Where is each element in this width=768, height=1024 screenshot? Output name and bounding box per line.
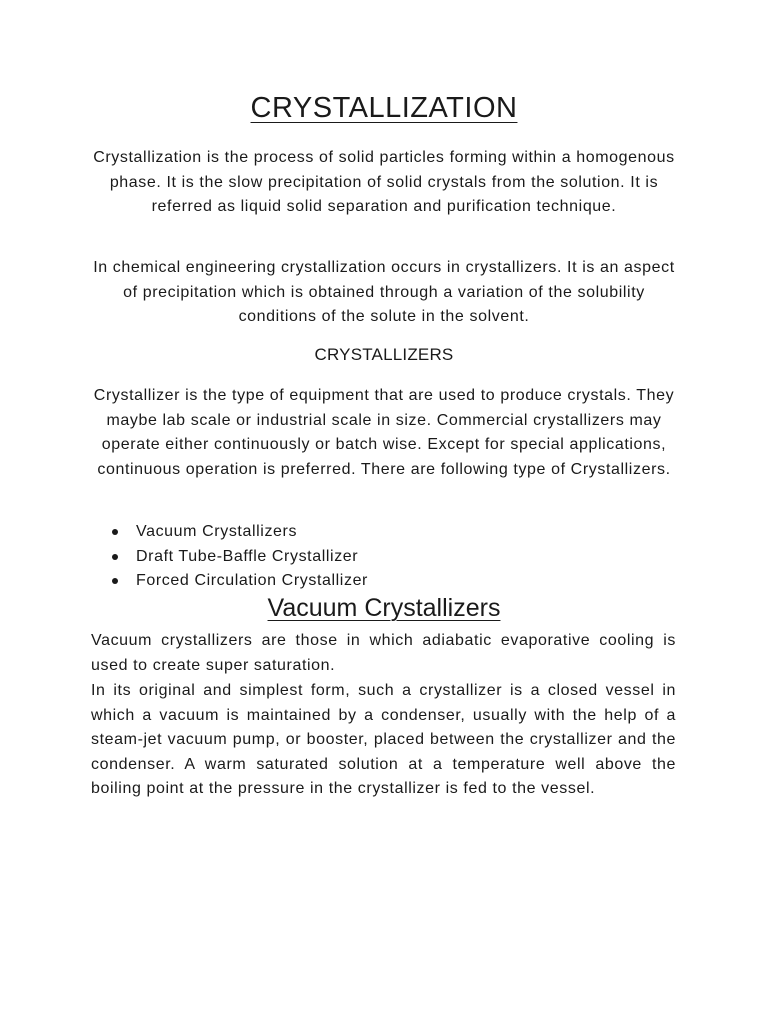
bullet-icon [112,554,118,560]
intro-paragraph: In chemical engineering crystallization occurs in crystallizers. It is an aspect of precipitation which is obtained through a variation of the solubility conditions of the solute in the solvent. [93,259,675,325]
bullet-icon [112,529,118,535]
vacuum-paragraph: In its original and simplest form, such a crystallizer is a closed vessel in which a vacuum is maintained by a condenser, usually with the help of a steam-jet vacuum pump, or booster, placed between the crystallizer and the condenser. A warm saturated solution at a temperature well above the boiling point at the pressure in the crystallizer is fed to the vessel. [91,682,676,797]
list-item [108,520,368,545]
list-item-label: Draft Tube-Baffle Crystallizer [136,547,359,565]
list-item-label: Forced Circulation Crystallizer [136,572,368,589]
vacuum-paragraph: Vacuum crystallizers are those in which adiabatic evaporative cooling is used to create super saturation. [91,632,676,674]
intro-paragraph: Crystallization is the process of solid particles forming within a homogenous phase. It is the slow precipitation of solid crystals from the solution. It is referred as liquid solid separation and purification technique. [93,149,675,215]
list-item [108,545,368,570]
list-item-label: Vacuum Crystallizers [136,523,298,540]
crystallizers-heading: CRYSTALLIZERS [314,345,454,364]
vacuum-crystallizers-heading: Vacuum Crystallizers [267,594,501,622]
list-item [108,569,368,594]
bullet-icon [112,578,118,584]
document-title: CRYSTALLIZATION [250,92,518,124]
crystallizers-paragraph: Crystallizer is the type of equipment that are used to produce crystals. They maybe lab scale or industrial scale in size. Commercial crystallizers may operate either continuously or batch wise. Except for special applications, continuous operation is preferred. There are following type of Crystallizers. [93,387,675,478]
crystallizer-types-list [108,520,368,594]
